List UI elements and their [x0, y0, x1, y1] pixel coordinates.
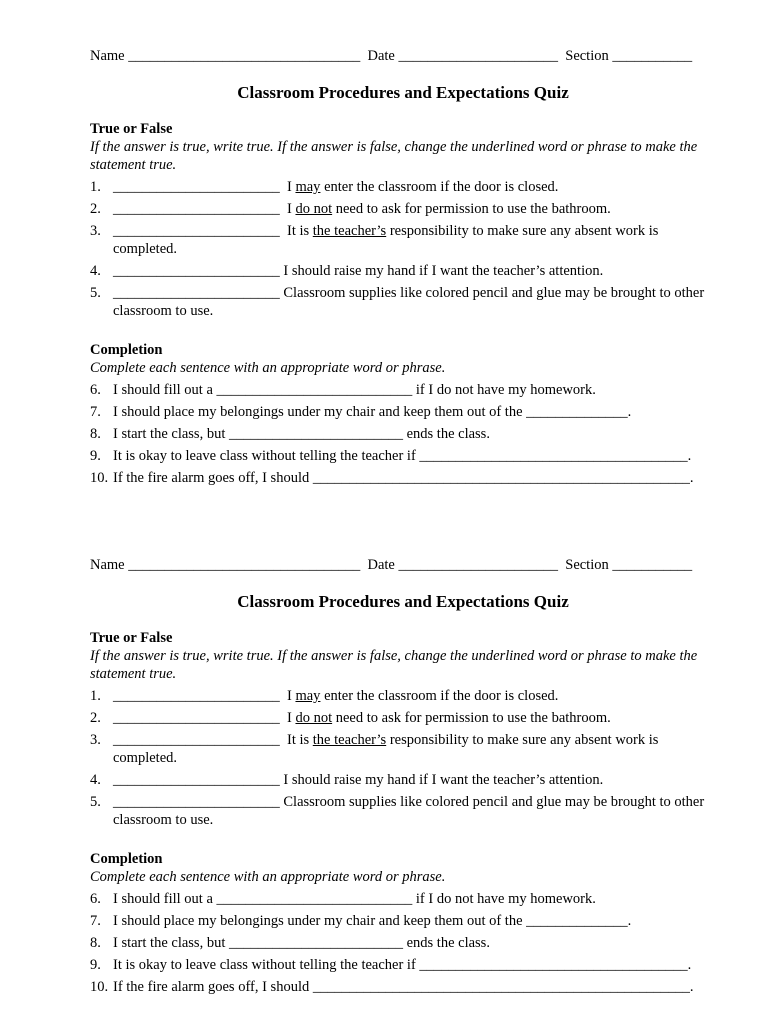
name-label: Name	[90, 48, 125, 64]
completion-text: If the fire alarm goes off, I should ____________________________________________________.	[113, 470, 694, 486]
section-label: Section	[565, 48, 609, 64]
statement-text: responsibility to make sure any absent work is completed.	[113, 732, 663, 766]
section-label: Section	[565, 557, 609, 573]
item-number: 3.	[90, 732, 101, 748]
statement-text: I should raise my hand if I want the teacher’s attention.	[279, 263, 604, 279]
statement-text: I	[279, 688, 296, 704]
underlined-phrase: the teacher’s	[312, 223, 387, 239]
true-false-item	[90, 709, 716, 727]
item-number: 6.	[90, 891, 101, 907]
completion-list	[90, 381, 716, 487]
true-false-instructions: If the answer is true, write true. If the answer is false, change the underlined word or phrase to make the statement true.	[90, 648, 698, 682]
answer-blank: _______________________	[113, 732, 280, 748]
true-false-heading: True or False	[90, 630, 173, 646]
statement-text: I	[279, 201, 296, 217]
date-label: Date	[367, 48, 395, 64]
true-false-item	[90, 200, 716, 218]
item-number: 10.	[90, 470, 109, 486]
item-number: 4.	[90, 772, 101, 788]
item-number: 3.	[90, 223, 101, 239]
completion-item	[90, 978, 716, 996]
true-false-instructions: If the answer is true, write true. If the answer is false, change the underlined word or phrase to make the statement true.	[90, 139, 698, 173]
answer-blank: _______________________	[113, 179, 280, 195]
completion-instructions: Complete each sentence with an appropriate word or phrase.	[90, 360, 446, 376]
completion-item	[90, 912, 716, 930]
completion-text: I should place my belongings under my chair and keep them out of the ______________.	[113, 913, 632, 929]
section-blank: ___________	[612, 557, 693, 573]
item-number: 10.	[90, 979, 109, 995]
underlined-phrase: do not	[295, 201, 333, 217]
quiz-title: Classroom Procedures and Expectations Quiz	[237, 592, 569, 611]
answer-blank: _______________________	[113, 201, 280, 217]
student-info-line	[90, 46, 716, 66]
item-number: 8.	[90, 935, 101, 951]
date-blank: ______________________	[398, 48, 558, 64]
completion-text: If the fire alarm goes off, I should ____________________________________________________.	[113, 979, 694, 995]
completion-text: I should fill out a ___________________________ if I do not have my homework.	[113, 891, 596, 907]
completion-text: I start the class, but ________________________ ends the class.	[113, 426, 490, 442]
item-number: 8.	[90, 426, 101, 442]
item-number: 7.	[90, 913, 101, 929]
answer-blank: _______________________	[113, 772, 280, 788]
true-false-item	[90, 731, 716, 767]
completion-text: I should fill out a ___________________________ if I do not have my homework.	[113, 382, 596, 398]
completion-item	[90, 469, 716, 487]
statement-text: enter the classroom if the door is closed.	[320, 688, 559, 704]
item-number: 6.	[90, 382, 101, 398]
item-number: 2.	[90, 710, 101, 726]
answer-blank: _______________________	[113, 794, 280, 810]
statement-text: I	[279, 179, 296, 195]
section-blank: ___________	[612, 48, 693, 64]
answer-blank: _______________________	[113, 285, 280, 301]
item-number: 9.	[90, 957, 101, 973]
statement-text: I	[279, 710, 296, 726]
completion-item	[90, 425, 716, 443]
true-false-heading: True or False	[90, 121, 173, 137]
completion-item	[90, 890, 716, 908]
item-number: 2.	[90, 201, 101, 217]
completion-item	[90, 956, 716, 974]
date-blank: ______________________	[398, 557, 558, 573]
statement-text: need to ask for permission to use the bathroom.	[332, 710, 611, 726]
item-number: 9.	[90, 448, 101, 464]
date-label: Date	[367, 557, 395, 573]
item-number: 1.	[90, 179, 101, 195]
answer-blank: _______________________	[113, 688, 280, 704]
quiz-sheet-1	[90, 46, 716, 487]
completion-item	[90, 403, 716, 421]
true-false-item	[90, 222, 716, 258]
answer-blank: _______________________	[113, 710, 280, 726]
true-false-item	[90, 284, 716, 320]
completion-heading: Completion	[90, 851, 163, 867]
statement-text: It is	[279, 732, 313, 748]
true-false-list	[90, 687, 716, 829]
completion-text: It is okay to leave class without telling the teacher if _____________________________________.	[113, 957, 692, 973]
item-number: 1.	[90, 688, 101, 704]
name-label: Name	[90, 557, 125, 573]
quiz-title: Classroom Procedures and Expectations Quiz	[237, 83, 569, 102]
completion-item	[90, 381, 716, 399]
completion-heading: Completion	[90, 342, 163, 358]
item-number: 7.	[90, 404, 101, 420]
underlined-phrase: may	[295, 179, 321, 195]
completion-item	[90, 447, 716, 465]
statement-text: responsibility to make sure any absent work is completed.	[113, 223, 663, 257]
answer-blank: _______________________	[113, 263, 280, 279]
true-false-item	[90, 687, 716, 705]
completion-text: I should place my belongings under my chair and keep them out of the ______________.	[113, 404, 632, 420]
true-false-item	[90, 771, 716, 789]
name-blank: ________________________________	[128, 557, 361, 573]
statement-text: It is	[279, 223, 313, 239]
statement-text: need to ask for permission to use the bathroom.	[332, 201, 611, 217]
answer-blank: _______________________	[113, 223, 280, 239]
true-false-item	[90, 262, 716, 280]
completion-instructions: Complete each sentence with an appropriate word or phrase.	[90, 869, 446, 885]
statement-text: Classroom supplies like colored pencil and glue may be brought to other classroom to use.	[113, 285, 708, 319]
completion-list	[90, 890, 716, 996]
completion-text: It is okay to leave class without telling the teacher if _____________________________________.	[113, 448, 692, 464]
true-false-item	[90, 178, 716, 196]
underlined-phrase: do not	[295, 710, 333, 726]
item-number: 5.	[90, 794, 101, 810]
statement-text: I should raise my hand if I want the teacher’s attention.	[279, 772, 604, 788]
item-number: 4.	[90, 263, 101, 279]
item-number: 5.	[90, 285, 101, 301]
completion-text: I start the class, but ________________________ ends the class.	[113, 935, 490, 951]
student-info-line	[90, 555, 716, 575]
statement-text: enter the classroom if the door is closed.	[320, 179, 559, 195]
true-false-item	[90, 793, 716, 829]
underlined-phrase: the teacher’s	[312, 732, 387, 748]
statement-text: Classroom supplies like colored pencil and glue may be brought to other classroom to use.	[113, 794, 708, 828]
name-blank: ________________________________	[128, 48, 361, 64]
completion-item	[90, 934, 716, 952]
true-false-list	[90, 178, 716, 320]
underlined-phrase: may	[295, 688, 321, 704]
quiz-sheet-2	[90, 555, 716, 996]
